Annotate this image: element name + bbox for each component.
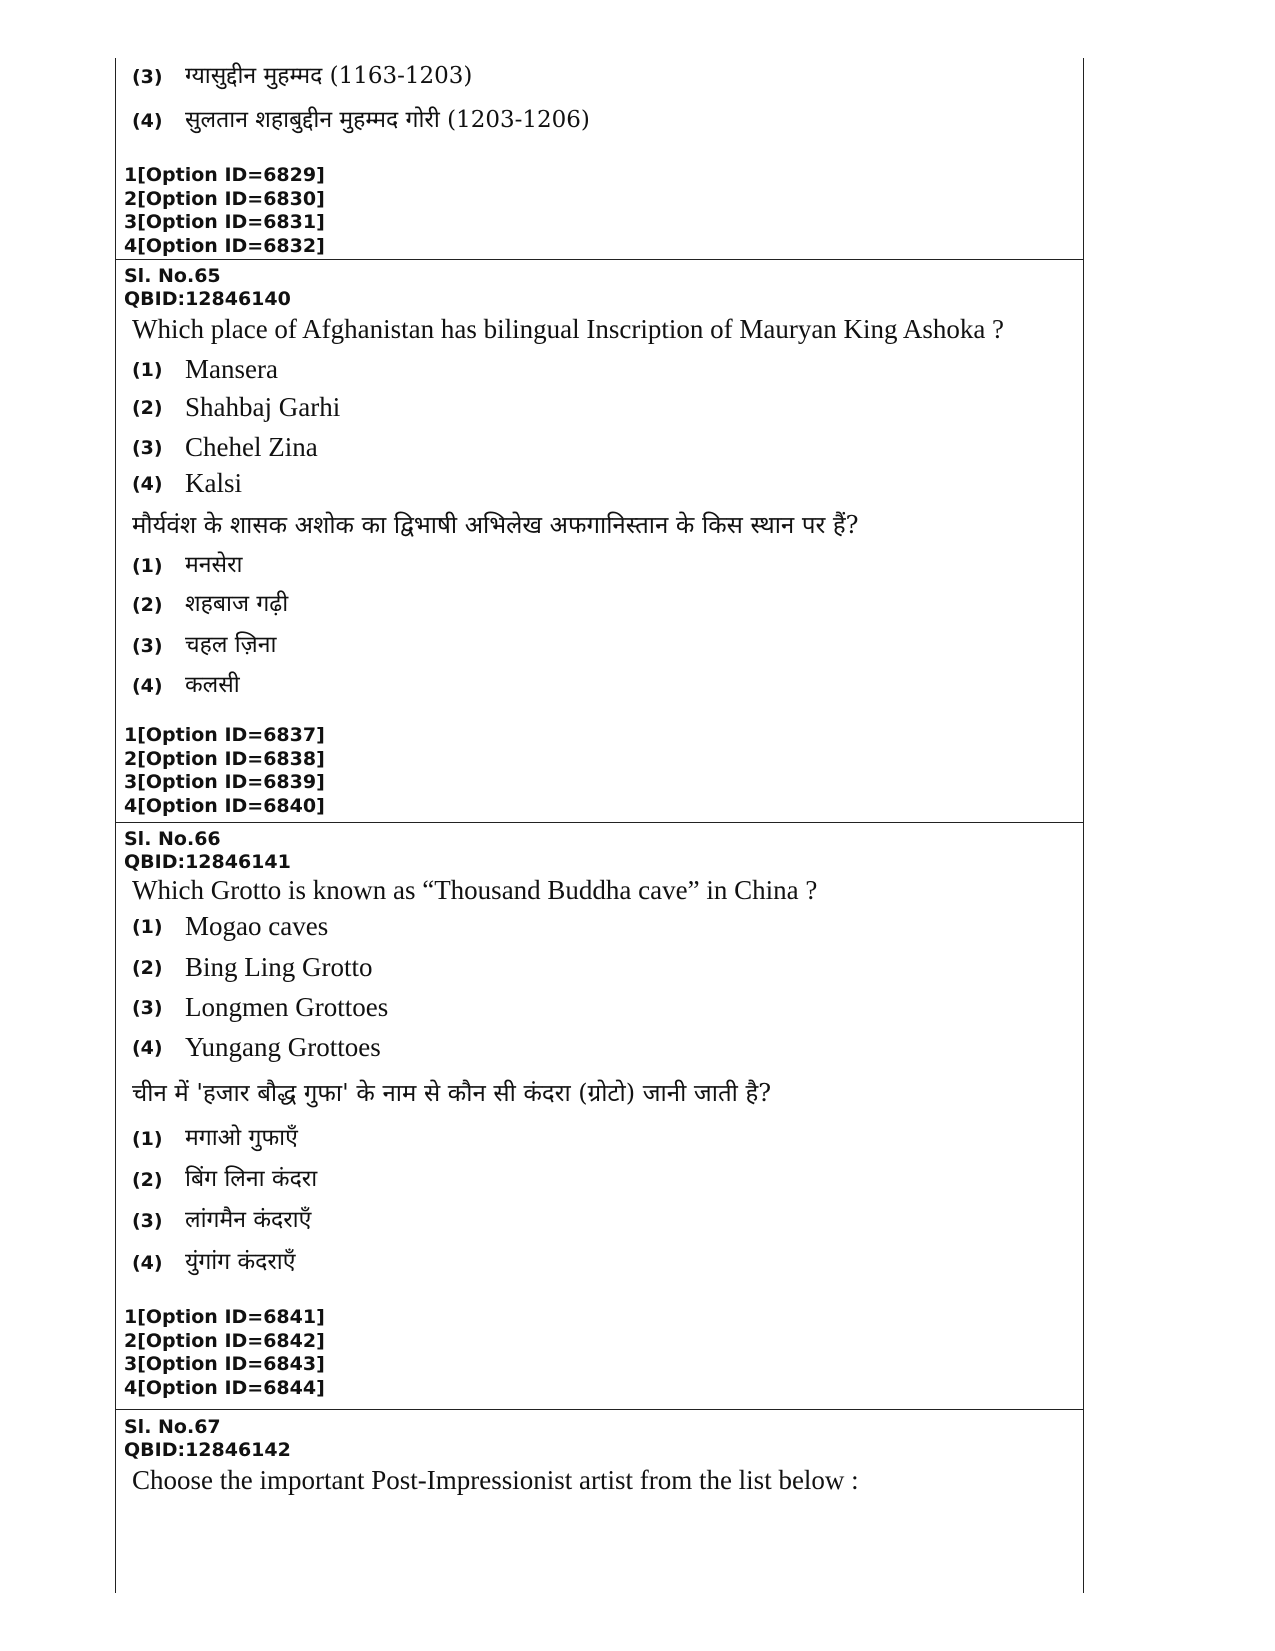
option-text: सुलतान शहाबुद्दीन मुहम्मद गोरी (1203-1206) — [185, 107, 590, 133]
option-text: मगाओ गुफाएँ — [185, 1125, 298, 1151]
option-text: Shahbaj Garhi — [185, 392, 341, 422]
option-number: (3) — [132, 635, 163, 657]
option-number: (2) — [132, 397, 163, 419]
option-text: ग्यासुद्दीन मुहम्मद (1163-1203) — [185, 63, 473, 89]
question-text-hi: चीन में 'हजार बौद्ध गुफा' के नाम से कौन सी कंदरा (ग्रोटो) जानी जाती है? — [132, 1079, 772, 1107]
question-meta — [124, 265, 291, 311]
option-number: (4) — [132, 1252, 163, 1274]
option-number: (4) — [132, 1037, 163, 1059]
question-paper-sheet — [115, 58, 1084, 1593]
option-id: 2[Option ID=6838] — [124, 747, 325, 770]
option-number: (2) — [132, 1169, 163, 1191]
serial-number: Sl. No.67 — [124, 1416, 221, 1438]
option-text: Mogao caves — [185, 911, 329, 941]
option-number: (1) — [132, 359, 163, 381]
option-id-list — [124, 1306, 325, 1400]
option-id: 3[Option ID=6839] — [124, 771, 325, 793]
option-number: (1) — [132, 1128, 163, 1150]
option-id: 2[Option ID=6842] — [124, 1329, 325, 1352]
serial-number: Sl. No.66 — [124, 828, 221, 850]
question-divider — [116, 259, 1083, 260]
question-meta — [124, 828, 291, 874]
option-id: 1[Option ID=6841] — [124, 1306, 325, 1328]
question-text-en: Choose the important Post-Impressionist artist from the list below : — [132, 1465, 859, 1495]
option-text: कलसी — [185, 672, 240, 698]
option-number: (4) — [132, 675, 163, 697]
option-text: लांगमैन कंदराएँ — [185, 1207, 312, 1233]
option-number: (1) — [132, 916, 163, 938]
option-number: (3) — [132, 66, 163, 88]
option-text: Chehel Zina — [185, 432, 318, 462]
option-text: मनसेरा — [185, 552, 243, 578]
option-text: शहबाज गढ़ी — [185, 591, 289, 617]
option-id-list — [124, 724, 325, 818]
option-id: 3[Option ID=6831] — [124, 211, 325, 233]
option-id: 2[Option ID=6830] — [124, 187, 325, 210]
option-number: (4) — [132, 110, 163, 132]
option-id: 4[Option ID=6832] — [124, 234, 325, 257]
option-number: (3) — [132, 1210, 163, 1232]
question-divider — [116, 822, 1083, 823]
option-number: (3) — [132, 437, 163, 459]
option-text: Longmen Grottoes — [185, 992, 389, 1022]
option-text: Bing Ling Grotto — [185, 952, 373, 982]
option-id: 1[Option ID=6837] — [124, 724, 325, 746]
qbid: QBID:12846141 — [124, 851, 291, 873]
question-divider — [116, 1409, 1083, 1410]
question-text-hi: मौर्यवंश के शासक अशोक का द्विभाषी अभिलेख अफगानिस्तान के किस स्थान पर हैं? — [132, 511, 859, 539]
option-number: (2) — [132, 957, 163, 979]
option-number: (3) — [132, 997, 163, 1019]
option-text: युंगांग कंदराएँ — [185, 1249, 296, 1275]
question-text-en: Which place of Afghanistan has bilingual Inscription of Mauryan King Ashoka ? — [132, 314, 1005, 344]
option-id: 3[Option ID=6843] — [124, 1353, 325, 1375]
option-text: बिंग लिना कंदरा — [185, 1166, 318, 1192]
qbid: QBID:12846140 — [124, 288, 291, 310]
option-id-list — [124, 164, 325, 258]
option-number: (1) — [132, 555, 163, 577]
option-text: Kalsi — [185, 468, 242, 498]
question-meta — [124, 1416, 291, 1462]
option-id: 1[Option ID=6829] — [124, 164, 325, 186]
option-id: 4[Option ID=6844] — [124, 1376, 325, 1399]
option-number: (4) — [132, 473, 163, 495]
question-text-en: Which Grotto is known as “Thousand Buddha cave” in China ? — [132, 875, 818, 905]
serial-number: Sl. No.65 — [124, 265, 221, 287]
option-id: 4[Option ID=6840] — [124, 794, 325, 817]
option-text: चहल ज़िना — [185, 632, 277, 658]
qbid: QBID:12846142 — [124, 1439, 291, 1461]
option-text: Mansera — [185, 354, 278, 384]
option-number: (2) — [132, 594, 163, 616]
option-text: Yungang Grottoes — [185, 1032, 381, 1062]
